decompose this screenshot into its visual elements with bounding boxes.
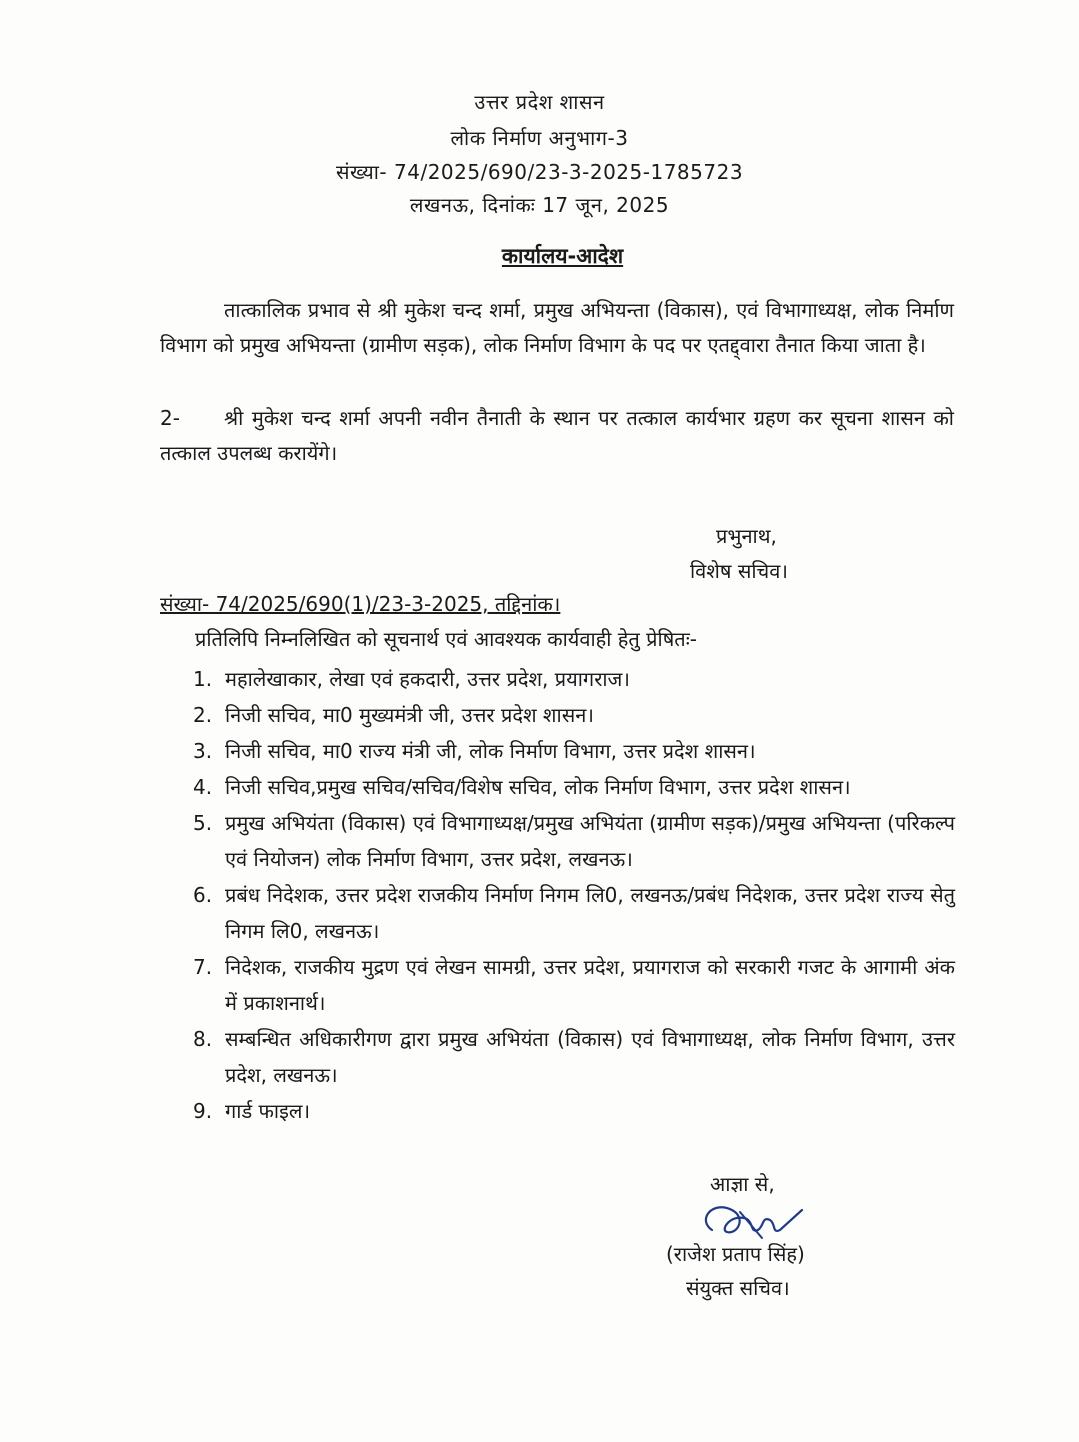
list-item-text: निदेशक, राजकीय मुद्रण एवं लेखन सामग्री, उत्तर प्रदेश, प्रयागराज को सरकारी गजट के आगामी अंक में प्रकाशनार्थ।: [225, 955, 955, 1015]
paragraph-2-text: श्री मुकेश चन्द शर्मा अपनी नवीन तैनाती के स्थान पर तत्काल कार्यभार ग्रहण कर सूचना शासन को तत्काल उपलब्ध करायेंगे।: [160, 406, 954, 465]
header-order-number: संख्या- 74/2025/690/23-3-2025-1785723: [335, 160, 744, 184]
list-item-text: गार्ड फाइल।: [225, 1099, 311, 1123]
by-order-text: आज्ञा से,: [710, 1172, 775, 1196]
signatory-1-designation: विशेष सचिव।: [690, 559, 788, 583]
list-item-text: सम्बन्धित अधिकारीगण द्वारा प्रमुख अभियंता (विकास) एवं विभागाध्यक्ष, लोक निर्माण विभाग, उत्तर प्रदेश, लखनऊ।: [225, 1027, 955, 1087]
list-item-number: 9.: [193, 1099, 213, 1123]
signatory-2-name: (राजेश प्रताप सिंह): [666, 1242, 805, 1266]
list-item-text: निजी सचिव, मा0 राज्य मंत्री जी, लोक निर्माण विभाग, उत्तर प्रदेश शासन।: [225, 739, 756, 763]
paragraph-1: [160, 293, 954, 363]
list-item-text: प्रबंध निदेशक, उत्तर प्रदेश राजकीय निर्माण निगम लि0, लखनऊ/प्रबंध निदेशक, उत्तर प्रदेश राज्य सेतु निगम लि0, लखनऊ।: [225, 883, 955, 943]
list-item: [193, 877, 955, 949]
paragraph-2: [160, 401, 954, 471]
list-item: [193, 949, 955, 1021]
header-government: उत्तर प्रदेश शासन: [474, 90, 605, 114]
list-item-number: 7.: [193, 955, 213, 979]
list-item: [193, 697, 955, 733]
list-item-text: महालेखाकार, लेखा एवं हकदारी, उत्तर प्रदेश, प्रयागराज।: [225, 667, 630, 691]
list-item-number: 3.: [193, 739, 213, 763]
list-item-number: 8.: [193, 1027, 213, 1051]
copy-intro: प्रतिलिपि निम्नलिखित को सूचनार्थ एवं आवश्यक कार्यवाही हेतु प्रेषितः-: [195, 627, 697, 651]
list-item-number: 1.: [193, 667, 213, 691]
paragraph-1-text: तात्कालिक प्रभाव से श्री मुकेश चन्द शर्मा, प्रमुख अभियन्ता (विकास), एवं विभागाध्यक्ष, लोक निर्माण विभाग को प्रमुख अभियन्ता (ग्रामीण सड़क), लोक निर्माण विभाग के पद पर एतद्द्वारा तैनात किया जाता है।: [160, 298, 954, 357]
list-item-text: निजी सचिव, मा0 मुख्यमंत्री जी, उत्तर प्रदेश शासन।: [225, 703, 594, 727]
header-date: लखनऊ, दिनांकः 17 जून, 2025: [409, 193, 670, 217]
list-item-number: 2.: [193, 703, 213, 727]
paragraph-2-number: 2-: [160, 406, 180, 430]
list-item-text: निजी सचिव,प्रमुख सचिव/सचिव/विशेष सचिव, लोक निर्माण विभाग, उत्तर प्रदेश शासन।: [225, 775, 851, 799]
list-item-number: 5.: [193, 811, 213, 835]
signatory-1-name: प्रभुनाथ,: [716, 524, 777, 548]
document-title: कार्यालय-आदेश: [501, 244, 624, 268]
copy-recipient-list: [193, 661, 955, 1129]
list-item: [193, 805, 955, 877]
header-section: लोक निर्माण अनुभाग-3: [450, 126, 629, 150]
signatory-2-designation: संयुक्त सचिव।: [686, 1276, 790, 1300]
list-item-number: 6.: [193, 883, 213, 907]
list-item: [193, 733, 955, 769]
list-item: [193, 661, 955, 697]
list-item-number: 4.: [193, 775, 213, 799]
list-item: [193, 1021, 955, 1093]
list-item: [193, 769, 955, 805]
list-item-text: प्रमुख अभियंता (विकास) एवं विभागाध्यक्ष/प्रमुख अभियंता (ग्रामीण सड़क)/प्रमुख अभियन्ता (परिकल्प एवं नियोजन) लोक निर्माण विभाग, उत्तर प्रदेश, लखनऊ।: [225, 811, 955, 871]
copy-reference-number: संख्या- 74/2025/690(1)/23-3-2025, तद्दिनांक।: [160, 592, 561, 616]
list-item: [193, 1093, 955, 1129]
